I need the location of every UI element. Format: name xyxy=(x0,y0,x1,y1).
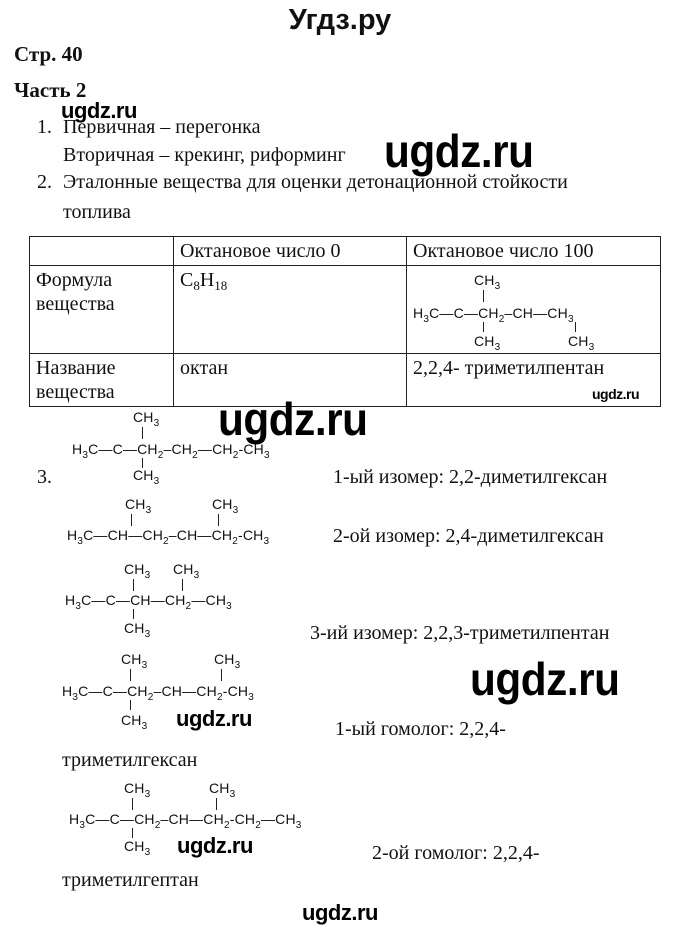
bond xyxy=(483,322,484,332)
watermark: ugdz.ru xyxy=(177,833,253,858)
item2-number: 2. xyxy=(37,171,52,193)
part-label: Часть 2 xyxy=(14,78,87,102)
ch3-group: $CH_3$ xyxy=(474,333,501,353)
watermark: ugdz.ru xyxy=(176,706,252,731)
substance-name: 2,2,4- триметилпентан xyxy=(407,354,661,407)
ch3-group: $CH_3$ xyxy=(568,333,595,353)
item2-line2: топлива xyxy=(63,201,131,223)
table-row-label: Название вещества xyxy=(30,354,174,407)
bond xyxy=(575,322,576,332)
item3-number: 3. xyxy=(37,466,52,488)
homolog-1-caption-line1: 1-ый гомолог: 2,2,4- xyxy=(335,718,506,740)
homolog-2-caption-line2: триметилгептан xyxy=(62,869,199,891)
page-label: Стр. 40 xyxy=(14,42,83,66)
table-row-label: Формула вещества xyxy=(30,266,174,354)
watermark: ugdz.ru xyxy=(470,653,620,705)
table-header-cell xyxy=(30,237,174,266)
watermark: ugdz.ru xyxy=(592,386,640,402)
footer-watermark: ugdz.ru xyxy=(302,900,378,925)
item1-number: 1. xyxy=(37,116,52,138)
item1-line2: Вторичная – крекинг, риформинг xyxy=(63,144,346,166)
watermark: ugdz.ru xyxy=(218,393,368,445)
molecular-formula: $C_8H_{18}$ xyxy=(174,266,407,354)
table-header-cell: Октановое число 100 xyxy=(407,237,661,266)
substance-name: октан xyxy=(174,354,407,407)
homolog-2-caption-line1: 2-ой гомолог: 2,2,4- xyxy=(372,842,540,864)
bond xyxy=(483,290,484,302)
site-title: Угдз.ру xyxy=(288,4,392,36)
ch3-group: $CH_3$ xyxy=(474,272,501,292)
watermark: ugdz.ru xyxy=(384,125,534,177)
chain: $H_3C—C—CH_2-CH—CH_3$ xyxy=(413,305,574,325)
table-header-cell: Октановое число 0 xyxy=(174,237,407,266)
isomer-2-caption: 2-ой изомер: 2,4-диметилгексан xyxy=(333,525,604,547)
item1-line1: Первичная – перегонка xyxy=(63,116,261,138)
table-header-row xyxy=(30,237,661,266)
isomer-1-caption: 1-ый изомер: 2,2-диметилгексан xyxy=(333,466,608,488)
isomer-3-caption: 3-ий изомер: 2,2,3-триметилпентан xyxy=(310,622,610,644)
item2-line1: Эталонные вещества для оценки детонационной стойкости xyxy=(63,171,568,193)
watermark: ugdz.ru xyxy=(61,98,137,123)
homolog-1-caption-line2: триметилгексан xyxy=(62,749,198,771)
